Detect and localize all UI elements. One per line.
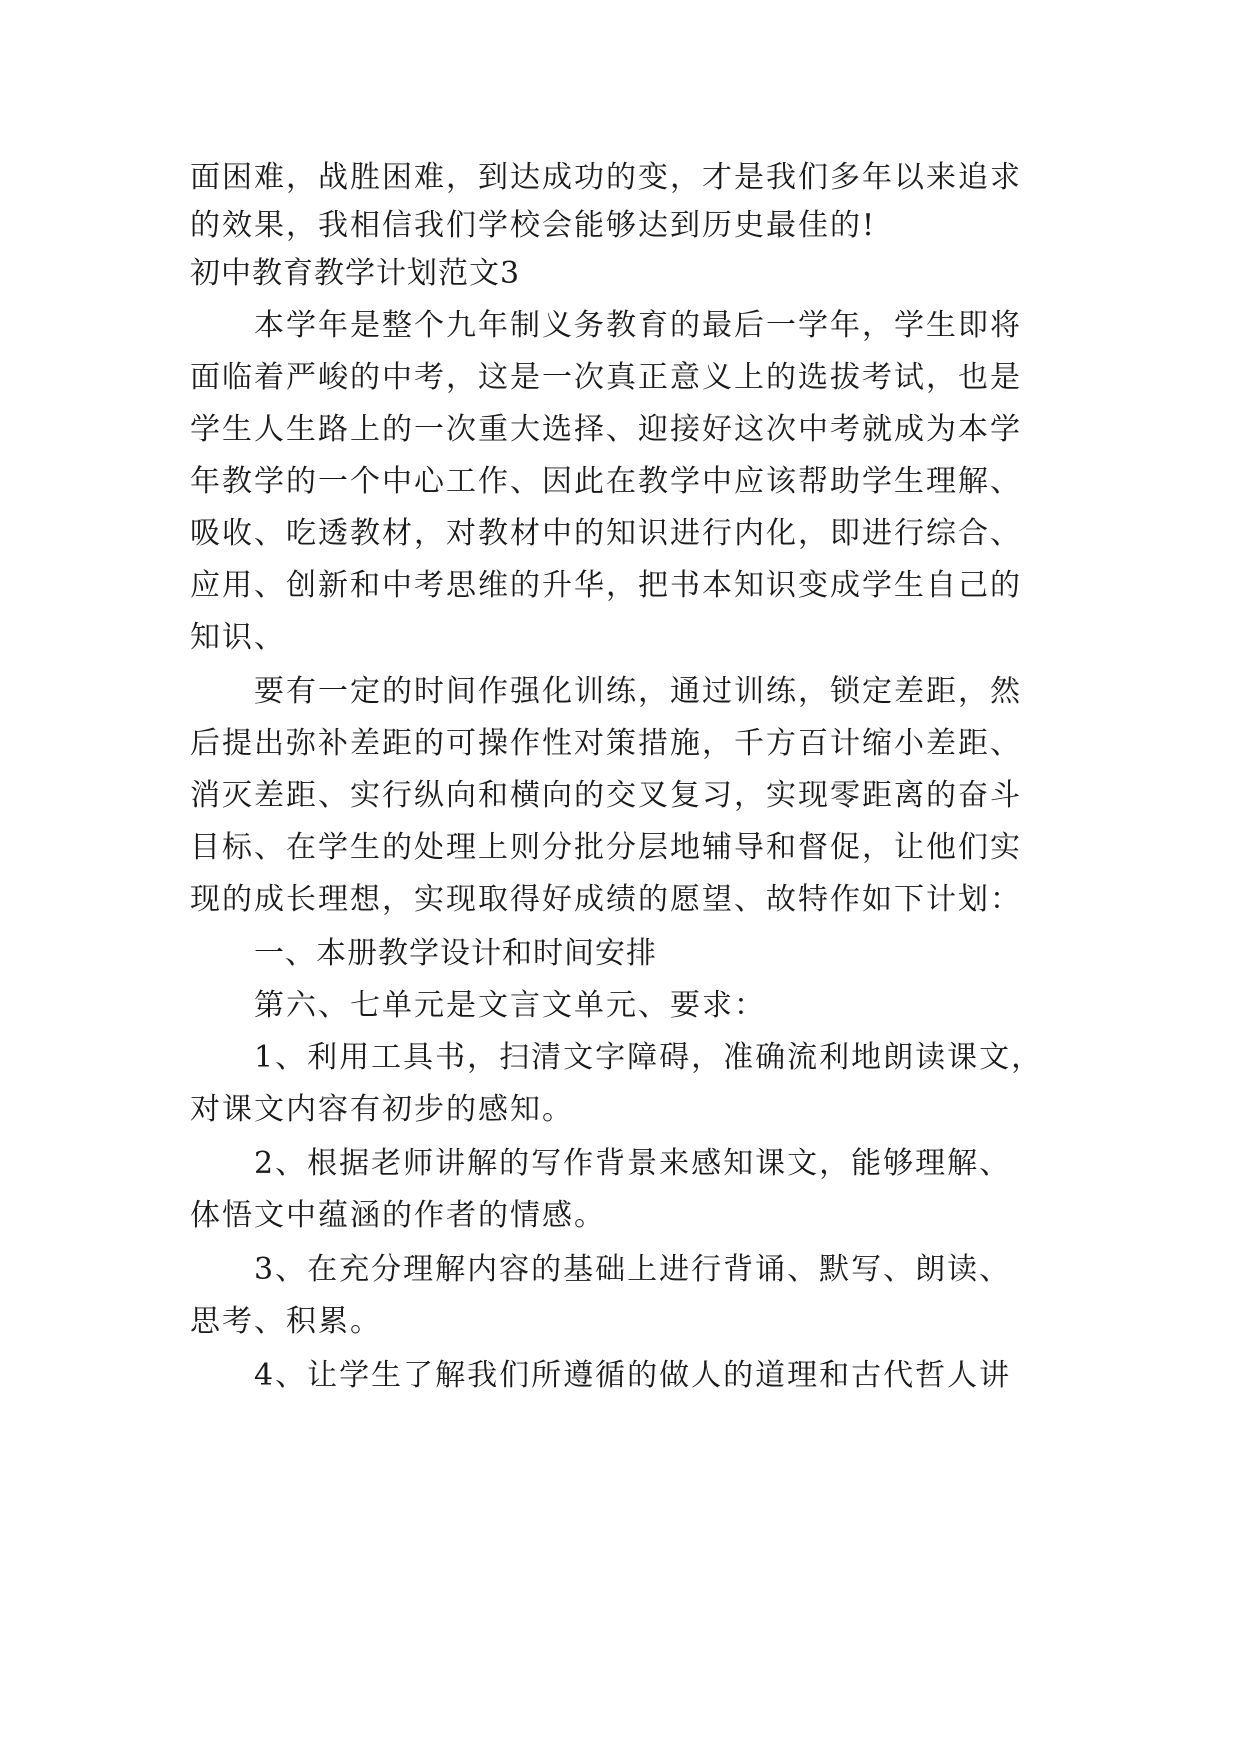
list-item-line: 对课文内容有初步的感知。 [190, 1092, 574, 1127]
list-item-line: 3、在充分理解内容的基础上进行背诵、默写、朗读、 [254, 1252, 1012, 1287]
paragraph-line: 现的成长理想，实现取得好成绩的愿望、故特作如下计划： [190, 882, 1022, 917]
paragraph-line: 年教学的一个中心工作、因此在教学中应该帮助学生理解、 [190, 464, 1022, 499]
list-item-line: 2、根据老师讲解的写作背景来感知课文，能够理解、 [254, 1146, 1012, 1181]
paragraph-line: 的效果，我相信我们学校会能够达到历史最佳的! [190, 208, 877, 243]
paragraph-line: 消灭差距、实行纵向和横向的交叉复习，实现零距离的奋斗 [190, 778, 1022, 813]
list-item-line: 1、利用工具书，扫清文字障碍，准确流利地朗读课文， [254, 1040, 1044, 1075]
outline-heading: 一、本册教学设计和时间安排 [254, 936, 657, 971]
paragraph-line: 吸收、吃透教材，对教材中的知识进行内化，即进行综合、 [190, 516, 1022, 551]
section-heading: 初中教育教学计划范文3 [190, 256, 521, 291]
paragraph-line: 学生人生路上的一次重大选择、迎接好这次中考就成为本学 [190, 412, 1022, 447]
paragraph-line: 目标、在学生的处理上则分批分层地辅导和督促，让他们实 [190, 830, 1022, 865]
paragraph-line: 第六、七单元是文言文单元、要求： [254, 988, 766, 1023]
paragraph-line: 面困难，战胜困难，到达成功的变，才是我们多年以来追求 [190, 160, 1022, 195]
paragraph-line: 后提出弥补差距的可操作性对策措施，千方百计缩小差距、 [190, 726, 1022, 761]
paragraph-line: 应用、创新和中考思维的升华，把书本知识变成学生自己的 [190, 568, 1022, 603]
paragraph-line: 面临着严峻的中考，这是一次真正意义上的选拔考试，也是 [190, 360, 1022, 395]
paragraph-line: 知识、 [190, 620, 286, 655]
paragraph-line: 要有一定的时间作强化训练，通过训练，锁定差距，然 [254, 674, 1022, 709]
list-item-line: 4、让学生了解我们所遵循的做人的道理和古代哲人讲 [254, 1358, 1012, 1393]
paragraph-line: 本学年是整个九年制义务教育的最后一学年，学生即将 [254, 308, 1022, 343]
list-item-line: 思考、积累。 [190, 1304, 382, 1339]
list-item-line: 体悟文中蕴涵的作者的情感。 [190, 1198, 606, 1233]
